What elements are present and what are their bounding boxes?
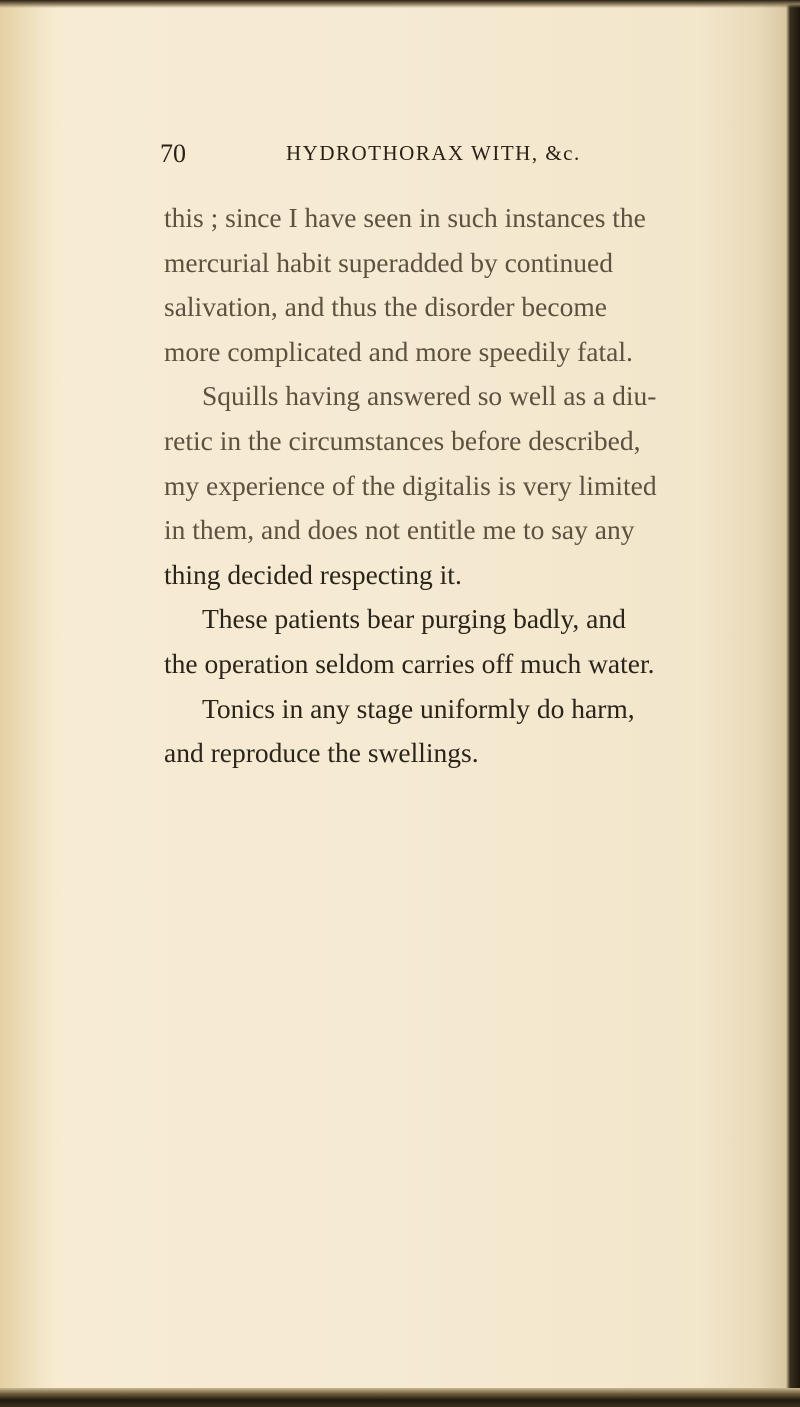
text-line: my experience of the digitalis is very limited bbox=[164, 469, 657, 501]
text-line: retic in the circumstances before described, bbox=[164, 424, 641, 456]
text-line: and reproduce the swellings. bbox=[164, 737, 479, 769]
page-bottom-edge bbox=[0, 1388, 800, 1407]
text-line: Tonics in any stage uniformly do harm, bbox=[202, 692, 635, 724]
body-text bbox=[164, 196, 764, 776]
text-line: salivation, and thus the disorder become bbox=[164, 291, 607, 323]
page-top-edge bbox=[0, 0, 800, 8]
text-line: this ; since I have seen in such instances the bbox=[164, 202, 646, 233]
page-number: 70 bbox=[160, 139, 186, 168]
text-line: the operation seldom carries off much water. bbox=[164, 647, 655, 679]
text-line: Squills having answered so well as a diu- bbox=[202, 380, 657, 412]
text-line: in them, and does not entitle me to say any bbox=[164, 514, 635, 546]
page-fold-shadow bbox=[0, 0, 60, 1407]
text-line: more complicated and more speedily fatal. bbox=[164, 335, 633, 367]
text-line: These patients bear purging badly, and bbox=[202, 603, 626, 635]
running-head: HYDROTHORAX WITH, &c. bbox=[286, 141, 581, 165]
text-line: mercurial habit superadded by continued bbox=[164, 246, 614, 278]
page-header bbox=[160, 139, 760, 179]
text-line: thing decided respecting it. bbox=[164, 558, 462, 590]
